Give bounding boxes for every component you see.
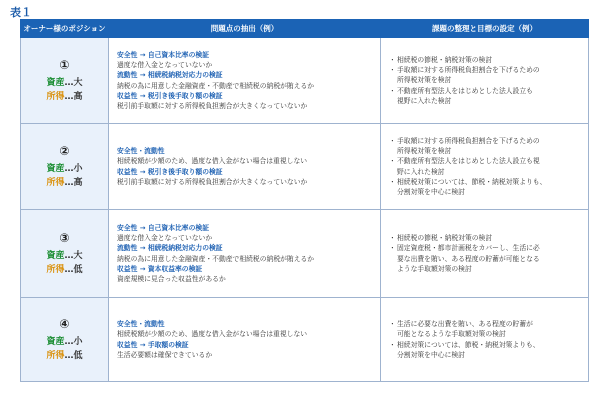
issue-heading: 安全性 → 自己資本比率の検証 <box>117 50 209 59</box>
goal-text: 生活に必要な出費を賄い、ある程度の貯蓄が 可能となるような手取額対策の検討 <box>397 320 533 339</box>
goal-item <box>389 233 580 243</box>
goals-cell <box>381 210 589 298</box>
goal-item <box>389 136 580 156</box>
goal-text: 手取額に対する所得税負担割合を下げるための 所得税対策を検討 <box>397 136 540 156</box>
issues-cell <box>109 38 381 124</box>
goal-item <box>389 243 580 274</box>
position-cell <box>21 124 109 210</box>
goal-item <box>389 55 580 65</box>
asset-label: 資産 <box>46 163 65 174</box>
goal-text: 不動産所有型法人をはじめとした法人設立も 視野に入れた検討 <box>397 86 533 105</box>
issue-heading: 安全性・流動性 <box>117 320 165 329</box>
asset-line <box>21 76 108 90</box>
position-number: ③ <box>59 230 70 245</box>
asset-line <box>21 249 108 263</box>
goal-text: 相続対策については、節税・納税対策よりも、 分割対策を中心に検討 <box>397 340 540 359</box>
position-number: ① <box>59 57 70 72</box>
asset-label: 資産 <box>46 77 65 88</box>
issues-cell <box>109 298 381 382</box>
goal-item <box>389 177 580 197</box>
issue-detail: 過度な借入金となっていないか <box>117 234 213 243</box>
goal-text: 不動産所有型法人をはじめとした法人設立も視 野に入れた検討 <box>397 157 540 176</box>
bullet-icon: ・ <box>389 157 396 166</box>
bullet-icon: ・ <box>389 320 396 329</box>
income-line <box>21 349 108 363</box>
issue-detail: 税引前手取額に対する所得税負担割合が大きくなっていないか <box>117 177 308 186</box>
income-level: …高 <box>64 91 83 102</box>
issue-detail: 納税の為に用意した金融資産・不動産で相続税の納税が賄えるか <box>117 81 315 90</box>
issue-heading: 収益性 → 税引き後手取り額の検証 <box>117 167 223 176</box>
goal-item <box>389 319 580 339</box>
income-level: …高 <box>64 177 83 188</box>
issue-heading: 流動性 → 相続税納税対応力の検証 <box>117 71 223 80</box>
goal-item <box>389 86 580 106</box>
income-line <box>21 176 108 190</box>
issue-detail: 資産規模に見合った収益性があるか <box>117 274 226 283</box>
bullet-icon: ・ <box>389 136 396 145</box>
table-row <box>21 38 589 124</box>
issue-detail: 相続税額が少額のため、過度な借入金がない場合は重視しない <box>117 157 308 166</box>
bullet-icon: ・ <box>389 177 396 186</box>
goal-text: 相続税の節税・納税対策の検討 <box>397 55 493 64</box>
position-number: ② <box>59 143 70 158</box>
asset-line <box>21 335 108 349</box>
table-header-row <box>21 20 589 38</box>
bullet-icon: ・ <box>389 340 396 349</box>
income-label: 所得 <box>46 264 65 275</box>
income-label: 所得 <box>46 350 65 361</box>
goals-cell <box>381 298 589 382</box>
goal-text: 手取額に対する所得税負担割合を下げるための 所得税対策を検討 <box>397 66 540 85</box>
income-level: …低 <box>64 350 83 361</box>
issue-heading: 安全性・流動性 <box>117 147 165 156</box>
goal-item <box>389 65 580 85</box>
issue-detail: 税引前手取額に対する所得税負担割合が大きくなっていないか <box>117 101 308 110</box>
goal-text: 固定資産税・都市計画税をカバーし、生活に必 要な出費を賄い、ある程度の貯蓄が可能となる ような手取額対策の検討 <box>397 244 540 273</box>
issues-cell <box>109 124 381 210</box>
position-number: ④ <box>59 316 70 331</box>
issue-heading: 収益性 → 税引き後手取り額の検証 <box>117 91 223 100</box>
goal-text: 相続税対策については、節税・納税対策よりも、 分割対策を中心に検討 <box>397 177 547 196</box>
asset-line <box>21 162 108 176</box>
position-cell <box>21 210 109 298</box>
goals-cell <box>381 124 589 210</box>
bullet-icon: ・ <box>389 86 396 95</box>
header-issues: 問題点の抽出（例） <box>109 20 381 38</box>
issue-detail: 相続税額が少額のため、過度な借入金がない場合は重視しない <box>117 330 308 339</box>
position-cell <box>21 298 109 382</box>
issue-detail: 納税の為に用意した金融資産・不動産で相続税の納税が賄えるか <box>117 254 315 263</box>
income-label: 所得 <box>46 91 65 102</box>
header-goals: 課題の整理と目標の設定（例） <box>381 20 589 38</box>
asset-level: …大 <box>64 77 83 88</box>
issues-cell <box>109 210 381 298</box>
position-table <box>20 19 589 382</box>
table-row <box>21 298 589 382</box>
income-label: 所得 <box>46 177 65 188</box>
goal-text: 相続税の節税・納税対策の検討 <box>397 234 493 243</box>
asset-level: …大 <box>64 250 83 261</box>
asset-label: 資産 <box>46 336 65 347</box>
bullet-icon: ・ <box>389 55 396 64</box>
bullet-icon: ・ <box>389 234 396 243</box>
bullet-icon: ・ <box>389 244 396 253</box>
goal-item <box>389 340 580 360</box>
bullet-icon: ・ <box>389 66 396 75</box>
issue-detail: 生活必要額は確保できているか <box>117 350 213 359</box>
goals-cell <box>381 38 589 124</box>
asset-label: 資産 <box>46 250 65 261</box>
asset-level: …小 <box>64 336 83 347</box>
position-cell <box>21 38 109 124</box>
table-row <box>21 124 589 210</box>
issue-detail: 過度な借入金となっていないか <box>117 61 213 70</box>
table-row <box>21 210 589 298</box>
goal-item <box>389 156 580 176</box>
income-line <box>21 263 108 277</box>
header-position: オーナー様のポジション <box>21 20 109 38</box>
issue-heading: 収益性 → 資本収益率の検証 <box>117 264 203 273</box>
income-line <box>21 90 108 104</box>
asset-level: …小 <box>64 163 83 174</box>
income-level: …低 <box>64 264 83 275</box>
issue-heading: 安全性 → 自己資本比率の検証 <box>117 223 209 232</box>
issue-heading: 収益性 → 手取額の検証 <box>117 340 189 349</box>
table-caption: 表１ <box>10 6 32 19</box>
issue-heading: 流動性 → 相続税納税対応力の検証 <box>117 244 223 253</box>
